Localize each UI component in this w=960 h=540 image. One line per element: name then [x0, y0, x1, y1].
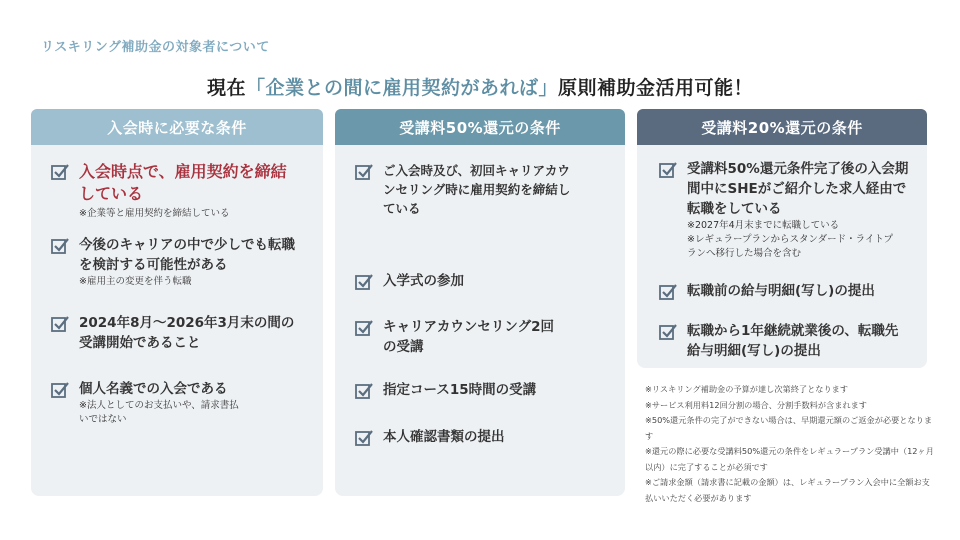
footnote: ※還元の際に必要な受講料50%還元の条件をレギュラープラン受講中（12ヶ月以内）に完了することが必須です — [645, 446, 934, 472]
condition-text: 指定コース15時間の受講 — [383, 382, 537, 398]
checkbox-icon — [659, 283, 677, 301]
condition-note: ※2027年4月末までに転職している ※レギュラープランからスタンダード・ライトプランへ移行した場合を含む — [687, 220, 894, 259]
condition-item — [51, 313, 313, 353]
footnote: ※ご請求金額（請求書に記載の金額）は、レギュラープラン入会中に全額お支払いいただく必要があります — [645, 477, 930, 503]
checkbox-icon — [51, 163, 69, 181]
condition-item — [659, 321, 919, 361]
condition-item — [355, 317, 615, 357]
column-body — [335, 145, 625, 496]
condition-text: 個人名義での入会である — [79, 381, 228, 397]
column-header: 受講料20%還元の条件 — [637, 109, 927, 145]
checkbox-icon — [355, 429, 373, 447]
condition-note: ※法人としてのお支払いや、請求書払いではない — [79, 400, 239, 425]
footnote: ※サービス利用料12回分割の場合、分割手数料が含まれます — [645, 399, 867, 410]
column-20-percent-refund — [637, 109, 927, 368]
checkbox-icon — [51, 315, 69, 333]
condition-text: 転職から1年継続就業後の、転職先給与明細(写し)の提出 — [687, 323, 899, 359]
headline-pre: 現在 — [206, 77, 246, 99]
condition-item — [51, 161, 313, 221]
page-subtitle: リスキリング補助金の対象者について — [41, 40, 270, 55]
condition-item — [355, 271, 615, 291]
condition-text: 今後のキャリアの中で少しでも転職を検討する可能性がある — [79, 237, 295, 273]
condition-text: 入学式の参加 — [383, 273, 464, 289]
column-enrollment-conditions — [31, 109, 323, 496]
condition-text: 受講料50%還元条件完了後の入会期間中にSHEがご紹介した求人経由で転職をしている — [687, 161, 909, 217]
condition-note: ※企業等と雇用契約を締結している — [79, 208, 230, 219]
checkbox-icon — [355, 273, 373, 291]
condition-text: 本人確認書類の提出 — [383, 429, 505, 445]
footnote: ※50%還元条件の完了ができない場合は、早期還元額のご返金が必要となります — [645, 415, 933, 441]
checkbox-icon — [659, 161, 677, 179]
condition-text: キャリアカウンセリング2回の受講 — [383, 319, 554, 355]
page-headline — [0, 73, 960, 100]
condition-text: 入会時点で、雇用契約を締結している — [79, 162, 287, 203]
footnotes — [645, 382, 935, 506]
condition-item — [659, 281, 919, 301]
column-body — [637, 145, 927, 368]
condition-item — [659, 159, 919, 261]
condition-item — [51, 379, 313, 427]
condition-text: 転職前の給与明細(写し)の提出 — [687, 283, 875, 299]
column-50-percent-refund — [335, 109, 625, 496]
checkbox-icon — [51, 381, 69, 399]
condition-note: ※雇用主の変更を伴う転職 — [79, 276, 192, 287]
condition-item — [355, 161, 615, 218]
column-header: 受講料50%還元の条件 — [335, 109, 625, 145]
footnote: ※リスキリング補助金の予算が達し次第終了となります — [645, 384, 849, 394]
checkbox-icon — [355, 163, 373, 181]
condition-item — [355, 380, 615, 400]
column-header: 入会時に必要な条件 — [31, 109, 323, 145]
headline-post: 原則補助金活用可能！ — [558, 77, 754, 99]
checkbox-icon — [355, 319, 373, 337]
checkbox-icon — [51, 237, 69, 255]
checkbox-icon — [355, 382, 373, 400]
condition-item — [355, 427, 615, 447]
condition-text: 2024年8月～2026年3月末の間の受講開始であること — [79, 315, 295, 351]
column-body — [31, 145, 323, 496]
condition-text: ご入会時及び、初回キャリアカウンセリング時に雇用契約を締結している — [383, 163, 571, 216]
checkbox-icon — [659, 323, 677, 341]
condition-item — [51, 235, 313, 289]
headline-highlight: 「企業との間に雇用契約があれば」 — [245, 77, 558, 99]
